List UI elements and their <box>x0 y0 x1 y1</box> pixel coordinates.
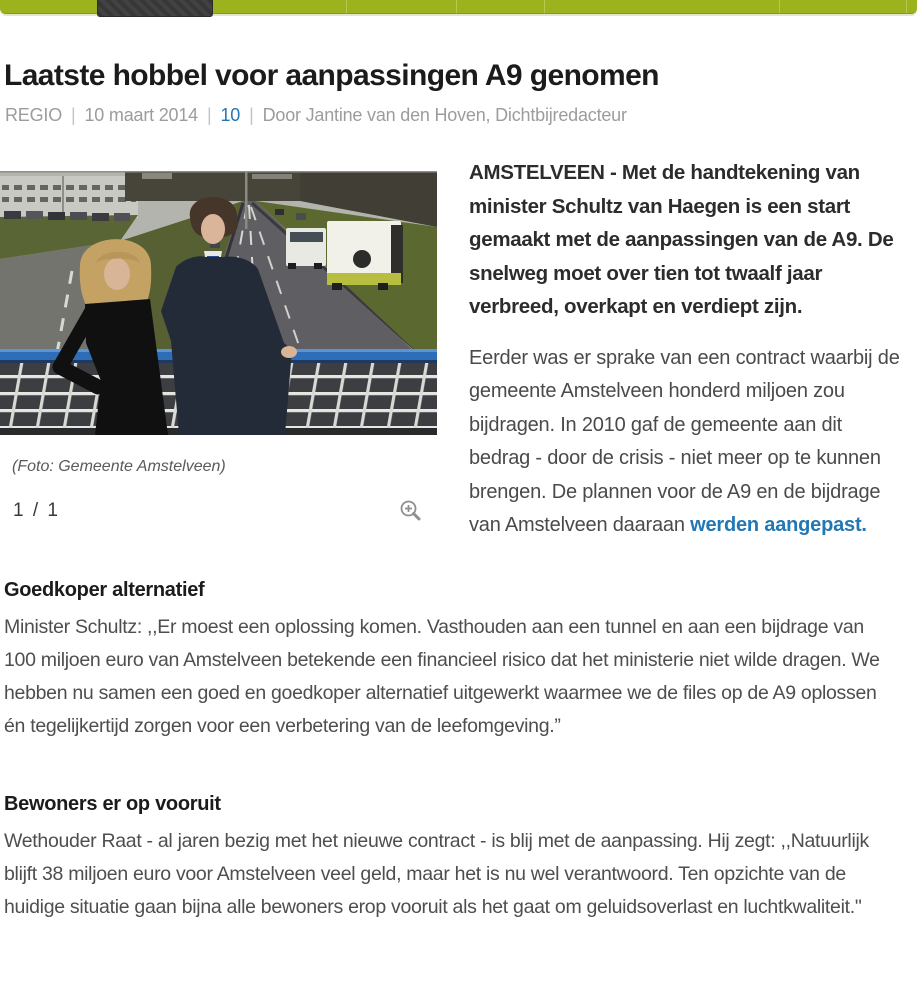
article-lede: AMSTELVEEN - Met de handtekening van minister Schultz van Haegen is een start gemaakt met de aanpassingen van de A9. De snelweg moet over tien tot twaalf jaar verbreed, overkapt en verdiept zijn. <box>469 161 894 318</box>
nav-tab-1[interactable] <box>0 0 97 13</box>
zoom-photo-button[interactable] <box>398 498 423 523</box>
nav-tab-5[interactable] <box>457 0 545 13</box>
article-body <box>4 579 909 924</box>
article-meta <box>5 105 917 126</box>
photo-edge <box>0 171 437 173</box>
article-paragraph-1 <box>469 342 904 543</box>
section-body-goedkoper-alternatief: Minister Schultz: ,,Er moest een oplossing komen. Vasthouden aan een tunnel en aan een bijdrage van 100 miljoen euro van Amstelveen betekende een financieel risico dat het ministerie niet wilde dragen. We hebben nu samen een goed en goedkoper alternatief uitgewerkt waarmee we de files op de A9 oplossen én tegelijkertijd zorgen voor een verbetering van de leefomgeving.” <box>4 615 880 737</box>
meta-comment-count[interactable]: 10 <box>220 105 241 125</box>
gallery-pagination: 1 / 1 <box>13 499 60 521</box>
section-heading-goedkoper-alternatief: Goedkoper alternatief <box>4 578 205 601</box>
meta-category[interactable]: REGIO <box>5 105 63 125</box>
meta-separator: | <box>71 105 76 125</box>
article-photo[interactable] <box>0 171 437 435</box>
nav-tab-active[interactable] <box>97 0 213 17</box>
paragraph-1-text: Eerder was er sprake van een contract waarbij de gemeente Amstelveen honderd miljoen zou bijdragen. In 2010 gaf de gemeente aan dit bedrag - door de crisis - niet meer op te kunnen brengen. De plannen voor de A9 en de bijdrage van Amstelveen daaraan <box>469 346 900 536</box>
nav-tab-8[interactable] <box>907 0 917 13</box>
meta-separator: | <box>249 105 254 125</box>
section-heading-bewoners-er-op-vooruit: Bewoners er op vooruit <box>4 792 221 815</box>
meta-author: Door Jantine van den Hoven, Dichtbijredacteur <box>262 105 627 125</box>
nav-tab-6[interactable] <box>545 0 780 13</box>
article-top-columns <box>0 161 917 543</box>
nav-tab-7[interactable] <box>780 0 907 13</box>
top-navbar <box>0 0 917 17</box>
article-photo-figure <box>0 171 437 543</box>
nav-tab-4[interactable] <box>347 0 457 13</box>
section-body-bewoners-er-op-vooruit: Wethouder Raat - al jaren bezig met het nieuwe contract - is blij met de aanpassing. Hij zegt: ,,Natuurlijk blijft 38 miljoen euro voor Amstelveen veel geld, maar het is nu wel verantwoord. Ten opzichte van de huidige situatie gaan bijna alle bewoners erop vooruit als het gaat om geluidsoverlast en luchtkwaliteit." <box>4 829 869 918</box>
nav-tab-3[interactable] <box>213 0 347 13</box>
magnifier-plus-icon <box>398 498 423 523</box>
photo-trailer <box>327 221 403 290</box>
photo-truck <box>286 228 326 269</box>
article-lede-column <box>469 156 917 543</box>
paragraph-1-link[interactable]: werden aangepast. <box>690 514 867 536</box>
photo-caption: (Foto: Gemeente Amstelveen) <box>12 458 226 475</box>
meta-separator: | <box>206 105 212 125</box>
meta-date: 10 maart 2014 <box>84 105 198 125</box>
article-title: Laatste hobbel voor aanpassingen A9 genomen <box>4 59 659 92</box>
gallery-bar <box>13 498 423 523</box>
